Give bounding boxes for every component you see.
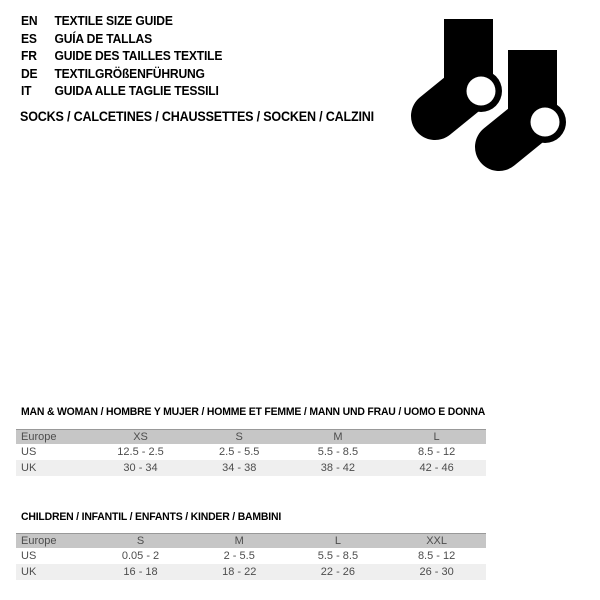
size-value: 5.5 - 8.5	[317, 550, 359, 562]
header-cell-size: M	[333, 431, 343, 443]
children-header-row	[16, 533, 486, 548]
size-value: 5.5 - 8.5	[317, 446, 359, 458]
children-table-title: CHILDREN / INFANTIL / ENFANTS / KINDER / BAMBINI	[21, 511, 282, 523]
sock-front-shape	[499, 50, 566, 147]
size-table-children	[16, 533, 486, 580]
header-cell-region: Europe	[21, 535, 57, 547]
children-row-us	[16, 548, 486, 564]
header-cell-size: M	[234, 535, 244, 547]
sock-back-shape	[435, 19, 502, 116]
lang-code: FR	[21, 48, 37, 64]
lang-label: TEXTILE SIZE GUIDE	[54, 13, 173, 29]
header-cell-size: L	[433, 431, 440, 443]
lang-row-es	[21, 30, 222, 48]
lang-label: GUÍA DE TALLAS	[54, 30, 152, 46]
size-value: 0.05 - 2	[121, 550, 160, 562]
size-value: 30 - 34	[123, 462, 158, 474]
socks-icon	[400, 5, 580, 185]
size-value: 34 - 38	[222, 462, 257, 474]
adults-header-row	[16, 429, 486, 444]
row-label: UK	[21, 566, 37, 578]
lang-code: EN	[21, 13, 38, 29]
children-row-uk	[16, 564, 486, 580]
lang-label: GUIDA ALLE TAGLIE TESSILI	[54, 83, 219, 99]
adults-row-us	[16, 444, 486, 460]
size-table-adults	[16, 429, 486, 476]
lang-row-en	[21, 12, 222, 30]
size-value: 2 - 5.5	[223, 550, 255, 562]
header-cell-size: XS	[133, 431, 148, 443]
header-cell-region: Europe	[21, 431, 57, 443]
header-cell-size: XXL	[426, 535, 447, 547]
row-label: US	[21, 550, 37, 562]
lang-row-fr	[21, 47, 222, 65]
row-label: UK	[21, 462, 37, 474]
size-value: 16 - 18	[123, 566, 158, 578]
lang-code: IT	[21, 83, 32, 99]
lang-code: DE	[21, 65, 38, 81]
size-value: 22 - 26	[320, 566, 356, 578]
size-value: 8.5 - 12	[417, 446, 456, 458]
size-value: 8.5 - 12	[417, 550, 456, 562]
size-value: 26 - 30	[419, 566, 454, 578]
adults-row-uk	[16, 460, 486, 476]
adults-table-title: MAN & WOMAN / HOMBRE Y MUJER / HOMME ET FEMME / MANN UND FRAU / UOMO E DONNA	[21, 406, 486, 418]
header-cell-size: S	[136, 535, 145, 547]
size-value: 42 - 46	[419, 462, 454, 474]
header-cell-size: S	[235, 431, 243, 443]
lang-code: ES	[21, 30, 37, 46]
lang-row-de	[21, 65, 222, 83]
lang-row-it	[21, 82, 222, 100]
size-value: 2.5 - 5.5	[219, 446, 260, 458]
header-cell-size: L	[334, 535, 341, 547]
size-value: 18 - 22	[222, 566, 257, 578]
language-list	[21, 12, 237, 100]
row-label: US	[21, 446, 37, 458]
size-value: 38 - 42	[320, 462, 356, 474]
lang-label: GUIDE DES TAILLES TEXTILE	[54, 48, 223, 64]
category-heading: SOCKS / CALCETINES / CHAUSSETTES / SOCKEN / CALZINI	[20, 109, 374, 124]
size-value: 12.5 - 2.5	[117, 446, 164, 458]
lang-label: TEXTILGRÖßENFÜHRUNG	[54, 65, 205, 81]
